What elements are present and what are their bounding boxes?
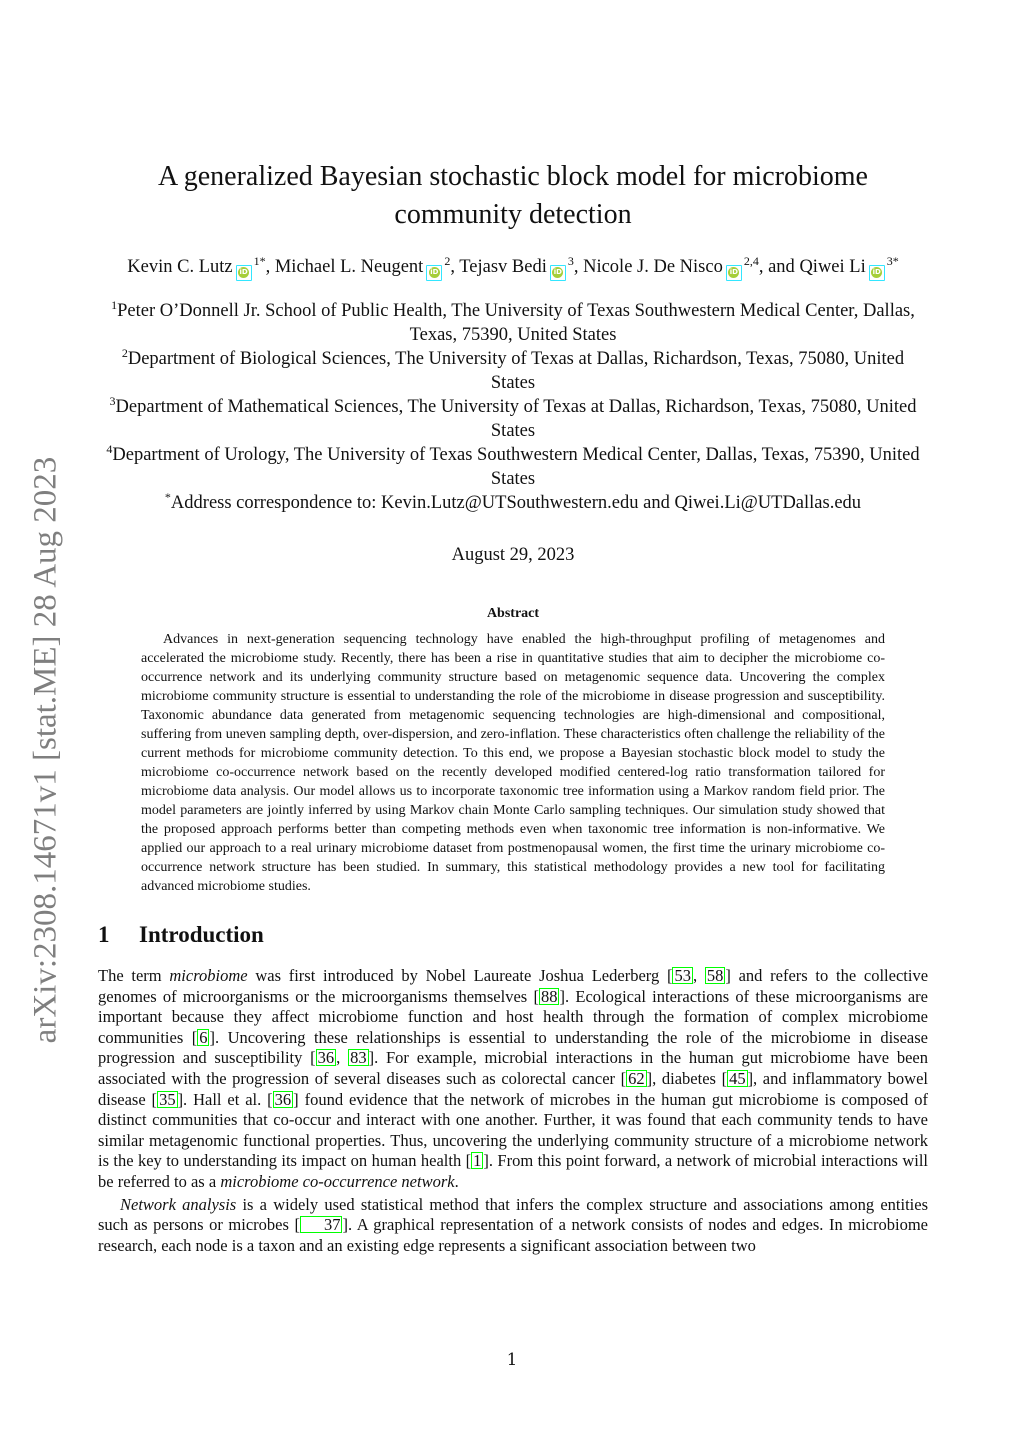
citation-link[interactable]: 83 [350,1048,367,1068]
author-separator: , and [758,257,800,277]
paragraph-text: ] and refers to the collective genomes of microorganisms or the microorganisms themselves [ [98,966,929,1006]
citation-link[interactable]: 6 [199,1027,208,1047]
paragraph-text: ], and inflammatory bowel disease [ [98,1068,928,1109]
paragraph-text: ]. For example, microbial interactions in the human gut microbiome have been associated with the progression of several diseases such as colorectal cancer [ [98,1048,929,1088]
paragraph-text: ]. Ecological interactions of these microorganisms are important because they affect microbiome function and host health through the formation of complex microbiome communities [ [98,986,929,1047]
orcid-icon[interactable]: iD [426,265,442,281]
emphasis-text: microbiome [169,966,248,985]
paper-page [98,0,928,1256]
author-affiliation-marker: 3 [567,253,574,268]
paragraph-text: was first introduced by Nobel Laureate Joshua Lederberg [ [247,966,673,985]
affiliation [98,347,928,395]
affiliation-marker: 3 [109,393,116,408]
body-paragraph [98,966,928,1193]
author-list [98,253,928,279]
citation-link[interactable]: 62 [628,1068,645,1088]
author-name: Michael L. Neugent [274,257,424,277]
paragraph-text: , [692,966,705,985]
citation-link[interactable]: 37 [300,1216,343,1233]
affiliation [98,299,928,347]
affiliation-marker: * [164,489,171,504]
paragraph-text: is a widely used statistical method that infers the complex structure and associations among entities such as persons or microbes [ [98,1194,928,1235]
arxiv-identifier: arXiv:2308.14671v1 [stat.ME] 28 Aug 2023 [27,456,64,1044]
citation-link[interactable]: 53 [674,966,691,985]
citation-link[interactable]: 88 [540,986,558,1006]
author-affiliation-marker: 3* [886,253,899,268]
citation-link[interactable]: 45 [729,1068,746,1088]
affiliation-text: Department of Mathematical Sciences, The University of Texas at Dallas, Richardson, Texas, 75080, United States [115,397,917,441]
orcid-icon[interactable]: iD [726,265,742,281]
abstract-text: Advances in next-generation sequencing technology have enabled the high-throughput profiling of metagenomes and accelerated the microbiome study. Recently, there has been a rise in quantitative studies that aim to decipher the microbiome co-occurrence network and its underlying community structure based on metagenomic sequence data. Uncovering the complex microbiome community structure is essential to understanding the role of the microbiome in disease progression and susceptibility. Taxonomic abundance data generated from metagenomic sequencing technologies are high-dimensional and compositional, suffering from uneven sampling depth, over-dispersion, and zero-inflation. These characteristics often challenge the reliability of the current methods for microbiome community detection. To this end, we propose a Bayesian stochastic block model to study the microbiome co-occurrence network based on the recently developed modified centered-log ratio transformation tailored for microbiome data analysis. Our model allows us to incorporate taxonomic tree information using a Markov random field prior. The model parameters are jointly inferred by using Markov chain Monte Carlo sampling techniques. Our simulation study showed that the proposed approach performs better than competing methods even when taxonomic tree information is non-informative. We applied our approach to a real urinary microbiome dataset from postmenopausal women, the first time the urinary microbiome co-occurrence network structure has been studied. In summary, this statistical methodology provides a new tool for facilitating advanced microbiome studies. [141,632,885,894]
paragraph-text: , [336,1048,349,1068]
affiliation-marker: 2 [121,345,128,360]
affiliation-marker: 4 [106,441,113,456]
affiliation [98,395,928,443]
paragraph-text: ]. From this point forward, a network of microbial interactions will be referred to as a [98,1151,928,1191]
body-paragraph [98,1195,928,1257]
author-name: Kevin C. Lutz [127,257,233,277]
citation-link[interactable]: 36 [317,1048,335,1068]
paper-date: August 29, 2023 [451,545,575,565]
affiliation-text: Peter O’Donnell Jr. School of Public Health, The University of Texas Southwestern Medical Center, Dallas, Texas, 75390, United States [117,301,915,345]
affiliation [98,443,928,491]
page-number: 1 [506,1350,518,1369]
orcid-icon[interactable]: iD [550,265,566,281]
paragraph-text: . [454,1171,459,1191]
author-affiliation-marker: 2,4 [743,253,759,268]
author-name: Tejasv Bedi [459,257,547,277]
citation-link[interactable]: 58 [706,966,724,985]
affiliation-text: Department of Urology, The University of Texas Southwestern Medical Center, Dallas, Texas, 75390, United States [112,445,920,489]
author-separator: , [573,257,584,277]
author-separator: , [265,257,275,277]
author-separator: , [450,257,460,277]
paragraph-text: ], diabetes [ [646,1068,728,1088]
author-affiliation-marker: 2 [444,253,451,268]
citation-link[interactable]: 36 [274,1089,292,1109]
section-heading [98,922,928,948]
paragraph-text: ]. Uncovering these relationships is essential to understanding the role of the microbiome in disease progression and susceptibility [ [98,1027,928,1068]
author-affiliation-marker: 1* [253,253,266,268]
affiliation-marker: 1 [111,297,118,312]
emphasis-text: microbiome co-occurrence network [220,1171,455,1191]
emphasis-text: Network analysis [120,1194,237,1214]
citation-link[interactable]: 35 [159,1089,176,1109]
paragraph-text: ]. Hall et al. [ [177,1089,273,1109]
affiliation [98,491,928,515]
section-title: Introduction [139,922,264,947]
section-number: 1 [98,922,110,947]
affiliation-text: Department of Biological Sciences, The University of Texas at Dallas, Richardson, Texas, 75080, United States [127,349,905,393]
author-name: Qiwei Li [799,257,866,277]
abstract-heading: Abstract [486,606,540,621]
orcid-icon[interactable]: iD [236,265,252,281]
affiliation-list [98,299,928,515]
paragraph-text: ]. A graphical representation of a network consists of nodes and edges. In microbiome research, each node is a taxon and an existing edge represents a significant association between two [98,1215,928,1255]
paragraph-text: ] found evidence that the network of microbes in the human gut microbiome is composed of distinct communities that co-occur and interact with one another. Further, it was found that each community tends to have similar metagenomic functional properties. Thus, uncovering the underlying community structure of a microbiome network is the key to understanding its impact on human health [ [98,1089,928,1171]
paragraph-text: The term [98,966,170,985]
citation-link[interactable]: 1 [473,1151,482,1171]
orcid-icon[interactable]: iD [869,265,885,281]
paper-title: A generalized Bayesian stochastic block model for microbiome community detection [158,161,868,230]
author-name: Nicole J. De Nisco [583,257,723,277]
affiliation-text: Address correspondence to: Kevin.Lutz@UTSouthwestern.edu and Qiwei.Li@UTDallas.edu [170,493,862,513]
